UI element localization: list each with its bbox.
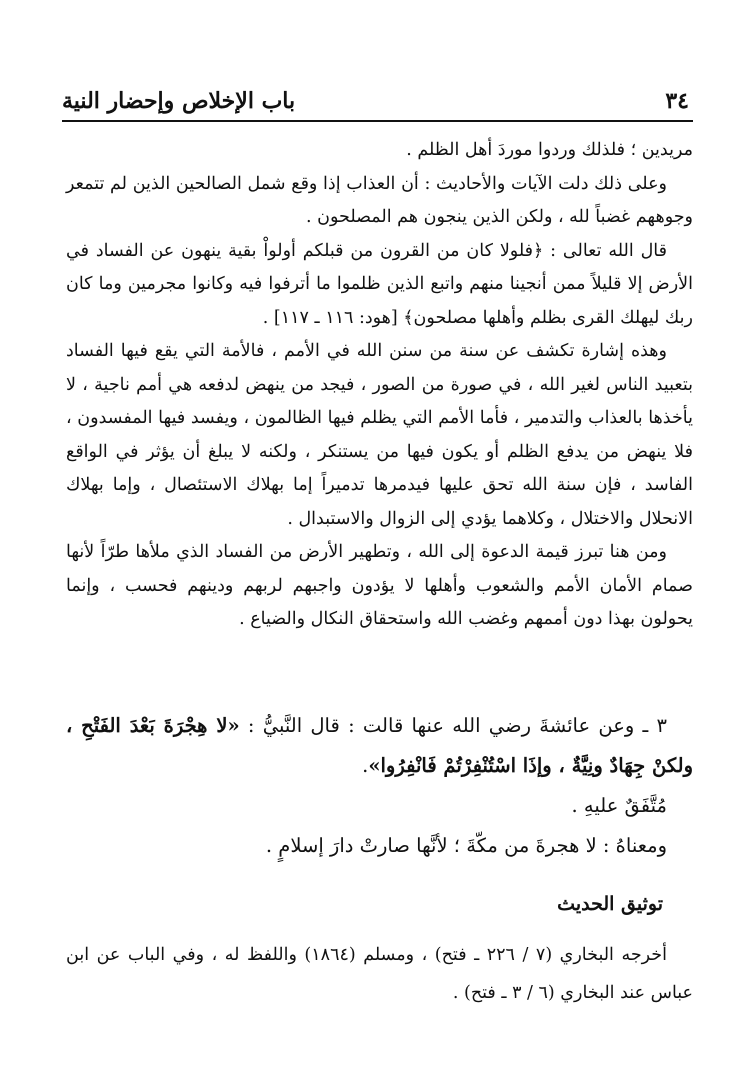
commentary-text (66, 134, 693, 637)
hadith-text (66, 706, 693, 786)
paragraph-5: ومن هنا تبرز قيمة الدعوة إلى الله ، وتطهير الأرض من الفساد الذي ملأها طرّاً لأنها صمام الأمان الأمم والشعوب وأهلها لا يؤدون واجبهم لربهم ودينهم فحسب ، وإنما يحولون بهذا دون أممهم وغضب الله واستحقاق النكال والضياع . (66, 542, 693, 629)
section-heading: توثيق الحديث (557, 893, 663, 915)
takhrij-paragraph: أخرجه البخاري (٧ / ٢٢٦ ـ فتح) ، ومسلم (١٨٦٤) واللفظ له ، وفي الباب عن ابن عباس عند البخاري (٦ / ٣ ـ فتح) . (66, 945, 693, 1003)
paragraph-1: مريدين ؛ فلذلك وردوا موردَ أهل الظلم . (406, 140, 693, 160)
paragraph-2: وعلى ذلك دلت الآيات والأحاديث : أن العذاب إذا وقع شمل الصالحين الذين لم تتمعر وجوههم غضباً لله ، ولكن الذين ينجون هم المصلحون . (66, 173, 693, 227)
hadith-agreed-upon: مُتَّفَقٌ عليهِ . (571, 794, 667, 817)
chapter-title: باب الإخلاص وإحضار النية (62, 88, 296, 114)
hadith-matn-part-2: ولكنْ جِهَادٌ ونِيَّةٌ ، وإذَا اسْتُنْفِرْتُمْ فَانْفِرُوا» (368, 754, 693, 777)
hadith-block (66, 706, 693, 866)
paragraph-4: وهذه إشارة تكشف عن سنة من سنن الله في الأمم ، فالأمة التي يقع فيها الفساد بتعبيد الناس لغير الله ، في صورة من الصور ، فيجد من ينهض لدفعه هي أمم ناجية ، لا يأخذها بالعذاب والتدمير ، فأما الأمم التي يظلم فيها الظالمون ، ويفسد فيها المفسدون ، فلا ينهض من يدفع الظلم أو يكون فيها من يستنكر ، ولكنه لا يبلغ أن يؤثر في الواقع الفاسد ، فإن سنة الله تحق عليها فيدمرها تدميراً إما بهلاك الاستئصال ، وإما بهلاك الانحلال والاختلال ، وكلاهما يؤدي إلى الزوال والاستبدال . (66, 341, 693, 529)
hadith-matn-part-1: «لا هِجْرَةَ بَعْدَ الفَتْحِ ، (66, 714, 240, 737)
running-header (62, 78, 689, 114)
page-number: ٣٤ (665, 88, 689, 114)
hadith-narrator: ٣ ـ وعن عائشةَ رضي الله عنها قالت : قال النَّبيُّ : (247, 714, 667, 737)
hadith-end-mark: . (362, 754, 369, 777)
paragraph-3-quran-quote: قال الله تعالى : ﴿فلولا كان من القرون من قبلكم أولواْ بقية ينهون عن الفساد في الأرض إلا قليلاً ممن أنجينا منهم واتبع الذين ظلموا ما أترفوا فيه وكانوا مجرمين وما كان ربك ليهلك القرى بظلم وأهلها مصلحون﴾ [هود: ١١٦ ـ ١١٧] . (66, 240, 694, 328)
hadith-meaning: ومعناهُ : لا هجرةَ من مكّةَ ؛ لأنَّها صارتْ دارَ إسلامٍ . (265, 834, 667, 857)
header-rule (62, 120, 693, 122)
takhrij-text (66, 936, 693, 1012)
